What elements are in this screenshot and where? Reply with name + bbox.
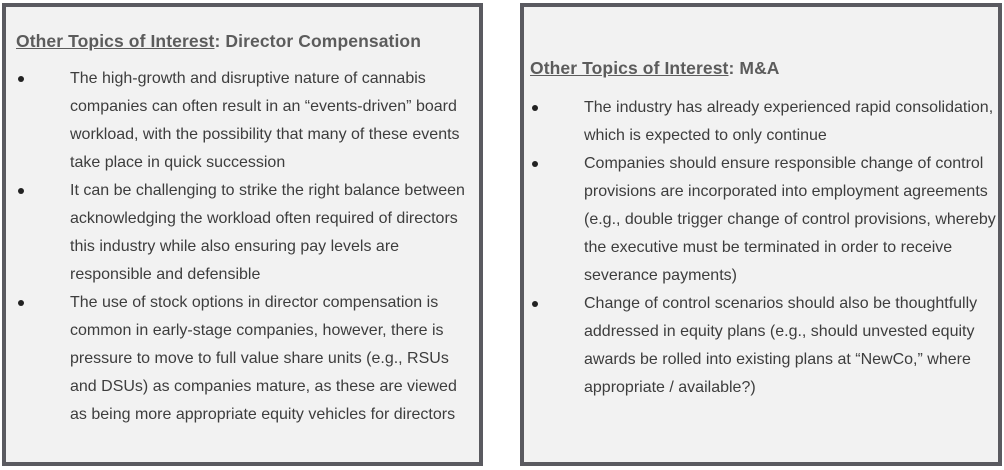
heading-prefix: Other Topics of Interest bbox=[16, 31, 215, 51]
heading-prefix: Other Topics of Interest bbox=[530, 58, 729, 78]
director-compensation-panel bbox=[2, 3, 483, 466]
panel-heading bbox=[530, 58, 780, 79]
heading-suffix: : Director Compensation bbox=[214, 31, 421, 51]
bullet-item bbox=[16, 289, 478, 429]
bullet-text: It can be challenging to strike the right balance between acknowledging the workload often required of directors this industry while also ensuring pay levels are responsible and defensible bbox=[70, 182, 465, 283]
bullet-item bbox=[530, 150, 996, 290]
bullet-item bbox=[16, 177, 478, 289]
bullet-text: Companies should ensure responsible change of control provisions are incorporated into employment agreements (e.g., double trigger change of control provisions, whereby the executive must be terminated in order to receive severance payments) bbox=[584, 155, 996, 284]
bullet-icon bbox=[18, 76, 24, 82]
m-and-a-panel bbox=[520, 3, 1002, 466]
bullet-text: Change of control scenarios should also be thoughtfully addressed in equity plans (e.g., should unvested equity awards be rolled into existing plans at “NewCo,” where appropriate / available?) bbox=[584, 295, 978, 396]
bullet-text: The industry has already experienced rapid consolidation, which is expected to only continue bbox=[584, 99, 994, 144]
bullet-item bbox=[16, 65, 478, 177]
bullet-icon bbox=[18, 188, 24, 194]
bullet-icon bbox=[532, 301, 538, 307]
bullet-icon bbox=[532, 105, 538, 111]
bullet-text: The high-growth and disruptive nature of cannabis companies can often result in an “events-driven” board workload, with the possibility that many of these events take place in quick succession bbox=[70, 70, 460, 171]
bullet-icon bbox=[532, 161, 538, 167]
bullet-list bbox=[16, 65, 478, 429]
bullet-item bbox=[530, 290, 996, 402]
heading-suffix: : M&A bbox=[728, 58, 780, 78]
bullet-list bbox=[530, 94, 996, 402]
panel-heading bbox=[16, 31, 421, 52]
bullet-item bbox=[530, 94, 996, 150]
bullet-icon bbox=[18, 300, 24, 306]
bullet-text: The use of stock options in director compensation is common in early-stage companies, however, there is pressure to move to full value share units (e.g., RSUs and DSUs) as companies mature, as these are viewed as being more appropriate equity vehicles for directors bbox=[70, 294, 457, 423]
